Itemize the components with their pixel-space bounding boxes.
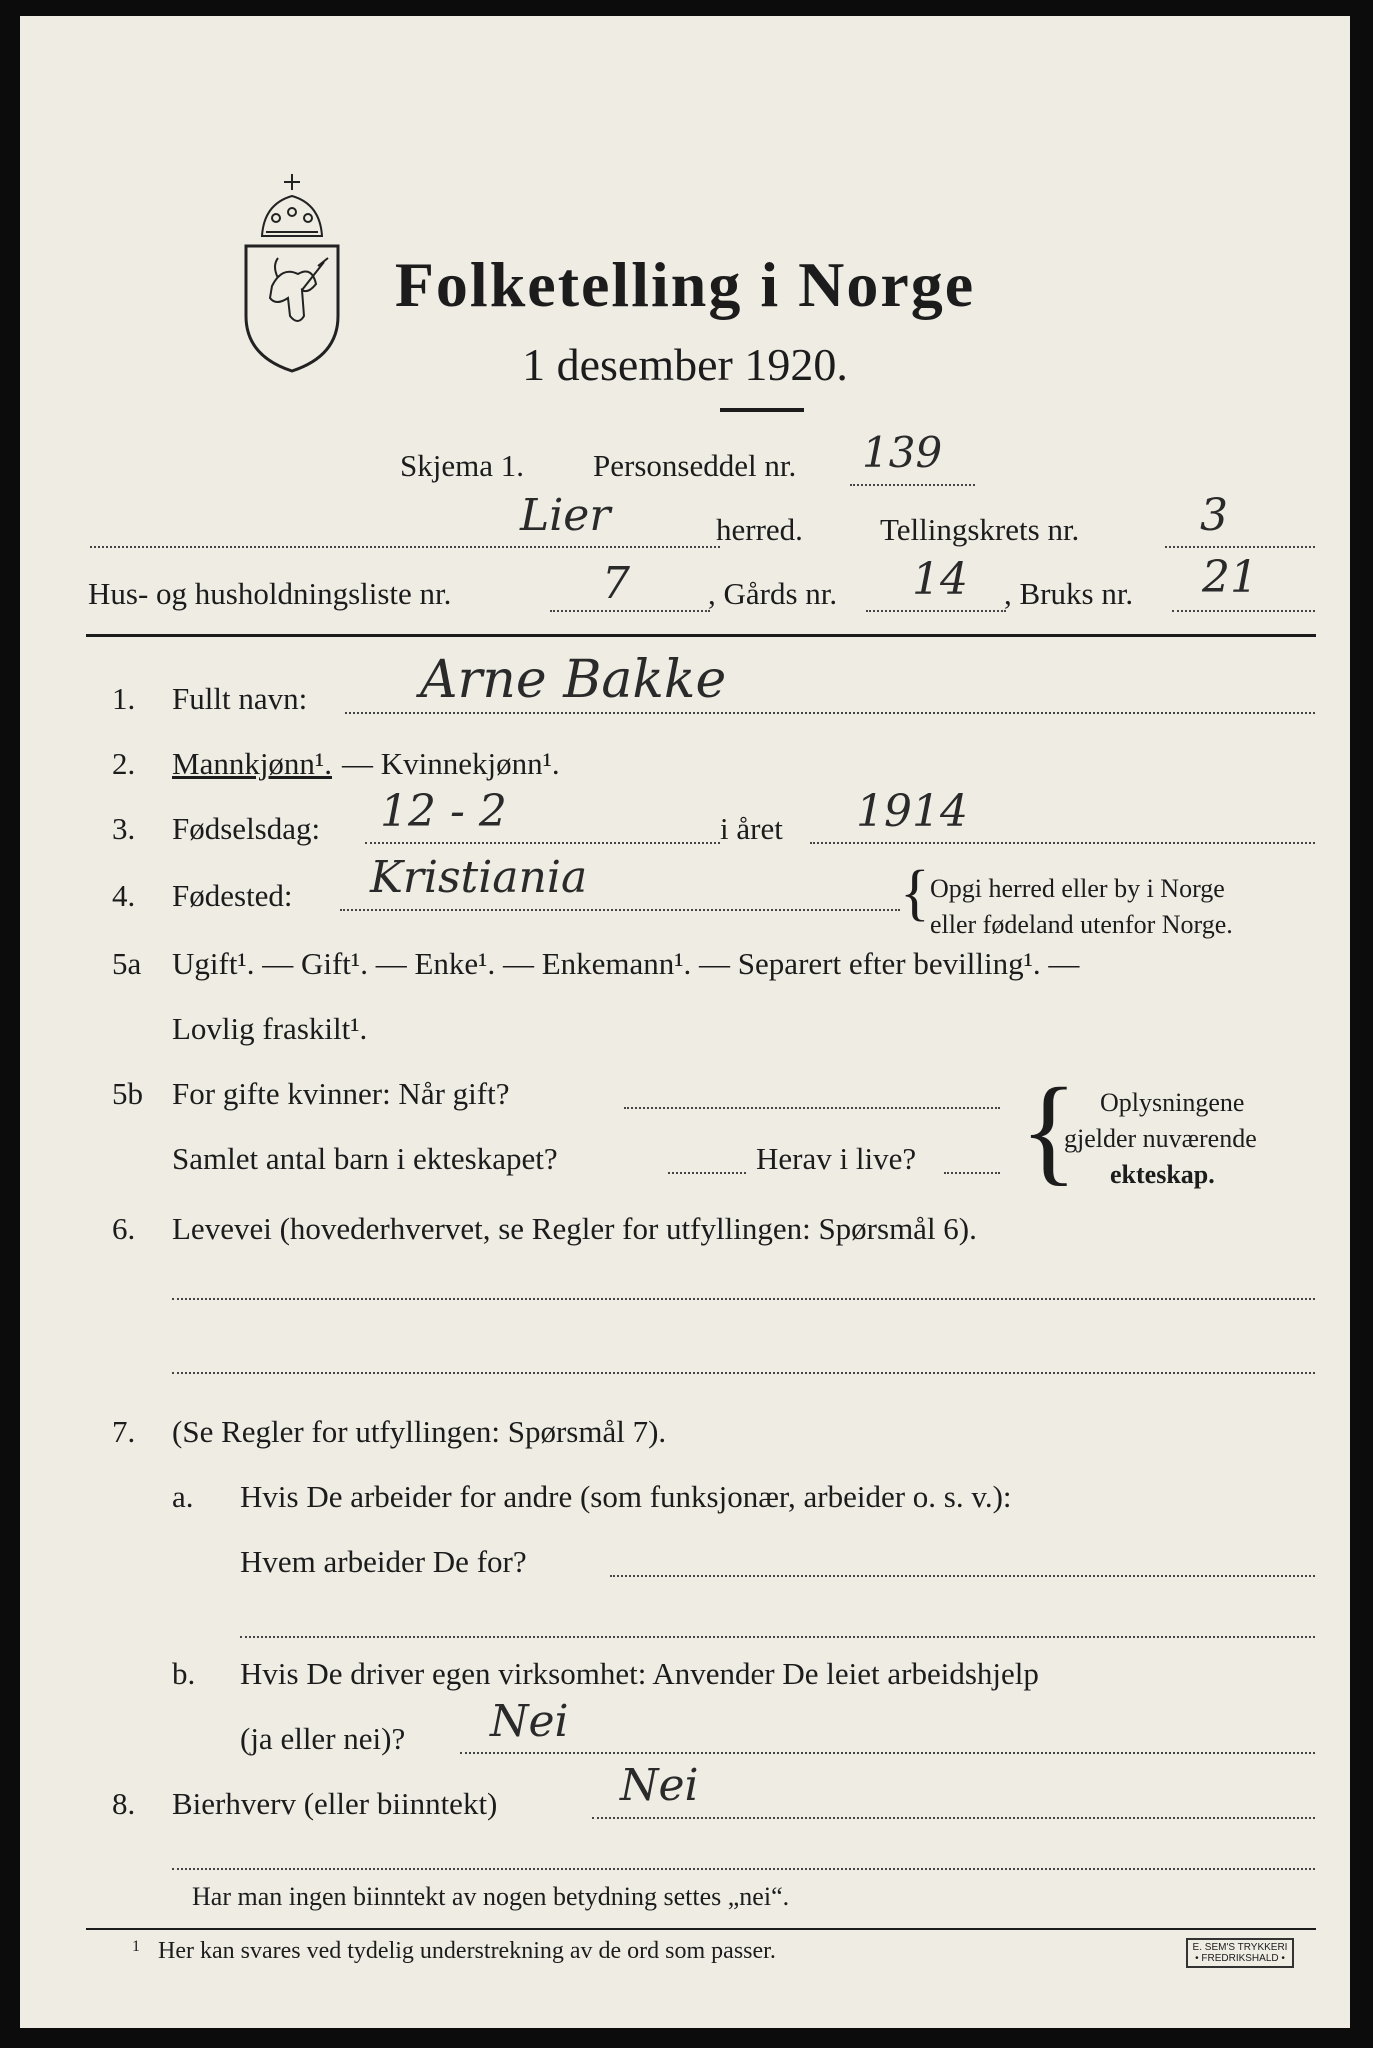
q8-number: 8. bbox=[112, 1786, 136, 1821]
q2-male: Mannkjønn¹. bbox=[172, 746, 332, 781]
q6-line-1 bbox=[172, 1298, 1315, 1300]
hus-line bbox=[550, 610, 710, 612]
gards-line bbox=[866, 610, 1006, 612]
krets-line bbox=[1165, 546, 1315, 548]
biinntekt-note: Har man ingen biinntekt av nogen betydning settes „nei“. bbox=[192, 1882, 790, 1911]
q7a-line-2: Hvem arbeider De for? bbox=[240, 1544, 527, 1579]
q2-number: 2. bbox=[112, 746, 136, 781]
bruks-label: , Bruks nr. bbox=[1004, 576, 1134, 611]
q7b-line-1: Hvis De driver egen virksomhet: Anvender De leiet arbeidshjelp bbox=[240, 1656, 1039, 1691]
q4-number: 4. bbox=[112, 878, 136, 913]
q7b-line-fill bbox=[460, 1752, 1315, 1754]
q6-label: Levevei (hovederhvervet, se Regler for utfyllingen: Spørsmål 6). bbox=[172, 1211, 977, 1246]
q7b-letter: b. bbox=[172, 1656, 196, 1691]
person-nr-value: 139 bbox=[862, 428, 943, 477]
header-rule bbox=[86, 634, 1316, 637]
q5b-alive-line bbox=[944, 1172, 1000, 1174]
q5a-line-2: Lovlig fraskilt¹. bbox=[172, 1011, 368, 1046]
q4-label: Fødested: bbox=[172, 878, 293, 913]
q5b-line-1: For gifte kvinner: Når gift? bbox=[172, 1076, 510, 1111]
q4-note-2: eller fødeland utenfor Norge. bbox=[930, 910, 1233, 939]
person-label: Personseddel nr. bbox=[593, 448, 797, 483]
q1-line bbox=[345, 712, 1315, 714]
q7a-line-1: Hvis De arbeider for andre (som funksjonær, arbeider o. s. v.): bbox=[240, 1479, 1012, 1514]
herred-line bbox=[90, 546, 720, 548]
q5b-note-2: gjelder nuværende bbox=[1064, 1124, 1257, 1153]
bruks-line bbox=[1172, 610, 1315, 612]
q7-label: (Se Regler for utfyllingen: Spørsmål 7). bbox=[172, 1414, 667, 1449]
q3-label: Fødselsdag: bbox=[172, 811, 321, 846]
q5b-brace: { bbox=[1020, 1063, 1078, 1196]
footnote-text: Her kan svares ved tydelig understrekning av de ord som passer. bbox=[158, 1938, 776, 1964]
q6-number: 6. bbox=[112, 1211, 136, 1246]
q5a-number: 5a bbox=[112, 946, 142, 981]
form-date: 1 desember 1920. bbox=[522, 339, 848, 390]
q7a-line-extra bbox=[240, 1636, 1315, 1638]
footnote-mark: 1 bbox=[132, 1938, 140, 1955]
gards-label: , Gårds nr. bbox=[708, 576, 838, 611]
q5b-line-2: Samlet antal barn i ekteskapet? bbox=[172, 1141, 558, 1176]
footnote-rule bbox=[86, 1928, 1316, 1930]
q2-female: — Kvinnekjønn¹. bbox=[342, 746, 560, 781]
q3-number: 3. bbox=[112, 811, 136, 846]
printer-stamp bbox=[1186, 1938, 1294, 1968]
stamp-line-2: • FREDRIKSHALD • bbox=[1195, 1953, 1285, 1964]
q3-year-value: 1914 bbox=[856, 786, 968, 837]
q7a-letter: a. bbox=[172, 1479, 194, 1514]
q5b-note-1: Oplysningene bbox=[1100, 1088, 1245, 1117]
q5a-line-1: Ugift¹. — Gift¹. — Enke¹. — Enkemann¹. — Separert efter bevilling¹. — bbox=[172, 946, 1080, 981]
q4-note-1: Opgi herred eller by i Norge bbox=[930, 874, 1225, 903]
q5b-note-3: ekteskap. bbox=[1110, 1160, 1215, 1189]
q1-number: 1. bbox=[112, 681, 136, 716]
q7b-line-2: (ja eller nei)? bbox=[240, 1721, 406, 1756]
q7-number: 7. bbox=[112, 1414, 136, 1449]
schema-label: Skjema 1. bbox=[400, 448, 524, 483]
q1-value: Arne Bakke bbox=[420, 650, 727, 710]
gards-value: 14 bbox=[912, 554, 968, 605]
q4-brace: { bbox=[900, 859, 930, 927]
q3-day-line bbox=[365, 842, 720, 844]
q7a-line-fill bbox=[610, 1575, 1315, 1577]
herred-value: Lier bbox=[520, 490, 611, 541]
q8-line-extra bbox=[172, 1868, 1315, 1870]
krets-value: 3 bbox=[1200, 490, 1228, 541]
herred-label: herred. bbox=[716, 512, 803, 547]
q6-line-2 bbox=[172, 1372, 1315, 1374]
q4-value: Kristiania bbox=[370, 852, 588, 903]
bruks-value: 21 bbox=[1202, 552, 1258, 603]
q7b-value: Nei bbox=[490, 1696, 569, 1747]
q1-label: Fullt navn: bbox=[172, 681, 308, 716]
q3-day-value: 12 - 2 bbox=[380, 786, 507, 837]
stamp-line-1: E. SEM'S TRYKKERI bbox=[1192, 1942, 1288, 1953]
q8-line bbox=[592, 1817, 1315, 1819]
q5b-herav: Herav i live? bbox=[756, 1141, 917, 1176]
krets-label: Tellingskrets nr. bbox=[880, 512, 1080, 547]
q3-year-label: i året bbox=[720, 811, 783, 846]
q8-value: Nei bbox=[620, 1760, 699, 1811]
hus-value: 7 bbox=[602, 558, 630, 609]
q3-year-line bbox=[810, 842, 1315, 844]
q8-label: Bierhverv (eller biinntekt) bbox=[172, 1786, 498, 1821]
form-title: Folketelling i Norge bbox=[394, 249, 976, 320]
q4-line bbox=[340, 909, 900, 911]
title-divider bbox=[720, 408, 804, 412]
q5b-married-line bbox=[624, 1107, 1000, 1109]
q5b-children-line bbox=[668, 1172, 746, 1174]
census-form bbox=[20, 16, 1350, 2028]
q5b-number: 5b bbox=[112, 1076, 143, 1111]
person-nr-line bbox=[850, 484, 975, 486]
hus-label: Hus- og husholdningsliste nr. bbox=[88, 576, 452, 611]
